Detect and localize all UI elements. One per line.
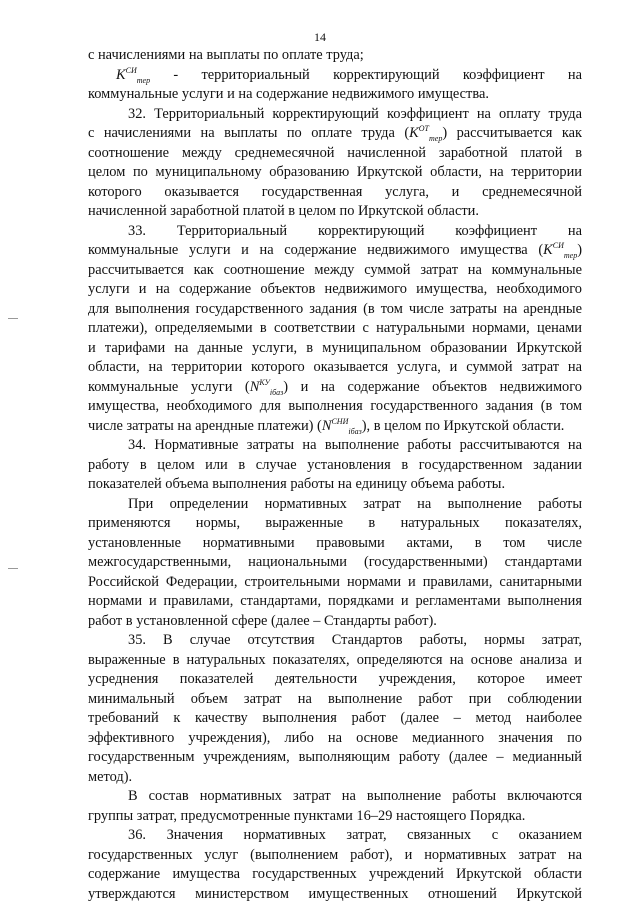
- text-line: 35. В случае отсутствия Стандартов работы, нормы затрат,: [128, 632, 582, 648]
- text-line: выраженные в натуральных показателях, определяются на основе анализа и: [88, 651, 582, 668]
- text-line: которого оказывается государственная услуга, и среднемесячной: [88, 183, 582, 200]
- text-line: Российской Федерации, строительными нормами и правилами, санитарными: [88, 573, 582, 590]
- text-line: применяются нормы, выраженные в натуральных показателях,: [88, 515, 582, 531]
- text-line: минимальный объем затрат на выполнение работ при соблюдении: [88, 690, 582, 707]
- text-line: 32. Территориальный корректирующий коэффициент на оплату труда: [128, 105, 582, 122]
- text-line: государственным учреждениям, выполняющим работу (далее – медианный: [88, 749, 582, 765]
- text-line: содержание имущества государственных учреждений Иркутской области: [88, 866, 582, 882]
- text-line: с начислениями на выплаты по оплате труда;: [88, 47, 364, 63]
- text-line: для выполнения государственного задания (в том числе затраты на арендные: [88, 300, 582, 317]
- text-line: имущества, необходимого для выполнения государственного задания (в том: [88, 398, 582, 414]
- text-line: работу в целом или в случае установления в государственном задании: [88, 456, 582, 473]
- page-number: 14: [314, 30, 326, 44]
- text-line: утверждаются министерством имущественных отношений Иркутской: [88, 885, 582, 902]
- text-line: области, на территории которого оказывается услуга, и суммой затрат на: [88, 359, 582, 375]
- margin-mark: [8, 568, 18, 569]
- text-line: 36. Значения нормативных затрат, связанных с оказанием: [128, 827, 582, 843]
- text-line: метод).: [88, 768, 133, 785]
- text-line: показателей объема выполнения работы на единицу объема работы.: [88, 476, 506, 492]
- text-line: требований к качеству выполнения работ (далее – метод наиболее: [88, 710, 582, 726]
- text-line: начисленной заработной платой в целом по Иркутской области.: [88, 203, 479, 219]
- text-line: платежи), определяемыми в соответствии с натуральными нормами, ценами: [88, 320, 582, 336]
- text-line: группы затрат, предусмотренные пунктами 16–29 настоящего Порядка.: [88, 807, 526, 824]
- margin-mark: [8, 318, 18, 319]
- text-line: коммунальные услуги $(N^{КУ}_{iбаз})$ и на содержание объектов недвижимого: [88, 377, 582, 397]
- text-line: установленные нормативными правовыми актами, в том числе: [88, 534, 582, 551]
- formula-symbol: $K^{СИ}_{тер}$: [116, 65, 151, 85]
- text-line: рассчитывается как соотношение между суммой затрат на коммунальные: [88, 261, 582, 278]
- text-line: $K^{СИ}_{тер}$ - территориальный корректирующий коэффициент на: [116, 65, 582, 85]
- text-line: При определении нормативных затрат на выполнение работы: [128, 495, 582, 512]
- text-line: межгосударственными, национальными (государственными) стандартами: [88, 554, 582, 570]
- text-line: эффективного учреждения), либо на основе медианного значения по: [88, 729, 582, 746]
- text-line: усреднения показателей деятельности учреждения, которое имеет: [88, 671, 582, 687]
- formula-symbol: $N^{СНИ}_{iбаз}$: [321, 416, 362, 436]
- formula-symbol: $K^{СИ}_{тер}$: [543, 241, 578, 260]
- text-line: работ в установленной сфере (далее – Стандарты работ).: [88, 612, 437, 629]
- text-line: числе затраты на арендные платежи) $(N^{СНИ}_{iбаз})$, в целом по Иркутской области.: [88, 416, 565, 436]
- text-line: 34. Нормативные затраты на выполнение работы рассчитываются на: [128, 437, 582, 453]
- text-line: государственных услуг (выполнением работ), и нормативных затрат на: [88, 846, 582, 863]
- document-body: [88, 46, 582, 904]
- text-line: услуги и на содержание объектов недвижимого имущества, необходимого: [88, 281, 582, 297]
- text-line: 33. Территориальный корректирующий коэффициент на: [128, 222, 582, 239]
- text-line: В состав нормативных затрат на выполнение работы включаются: [128, 788, 582, 804]
- text-line: нормами и правилами, стандартами, порядками и регламентами выполнения: [88, 593, 582, 609]
- formula-symbol: $N^{КУ}_{iбаз}$: [249, 377, 284, 397]
- text-line: и тарифами на данные услуги, в муниципальном образовании Иркутской: [88, 339, 582, 356]
- text-line: коммунальные услуги и на содержание недвижимого имущества.: [88, 86, 489, 102]
- text-line: с начислениями на выплаты по оплате труда $(K^{ОТ}_{тер})$ рассчитывается как: [88, 124, 582, 143]
- text-line: целом по муниципальному образованию Иркутской области, на территории: [88, 164, 582, 180]
- formula-symbol: $K^{ОТ}_{тер}$: [409, 124, 443, 143]
- text-line: соотношение между среднемесячной начисленной заработной платой в: [88, 144, 582, 161]
- text-line: коммунальные услуги и на содержание недвижимого имущества $(K^{СИ}_{тер})$: [88, 241, 582, 260]
